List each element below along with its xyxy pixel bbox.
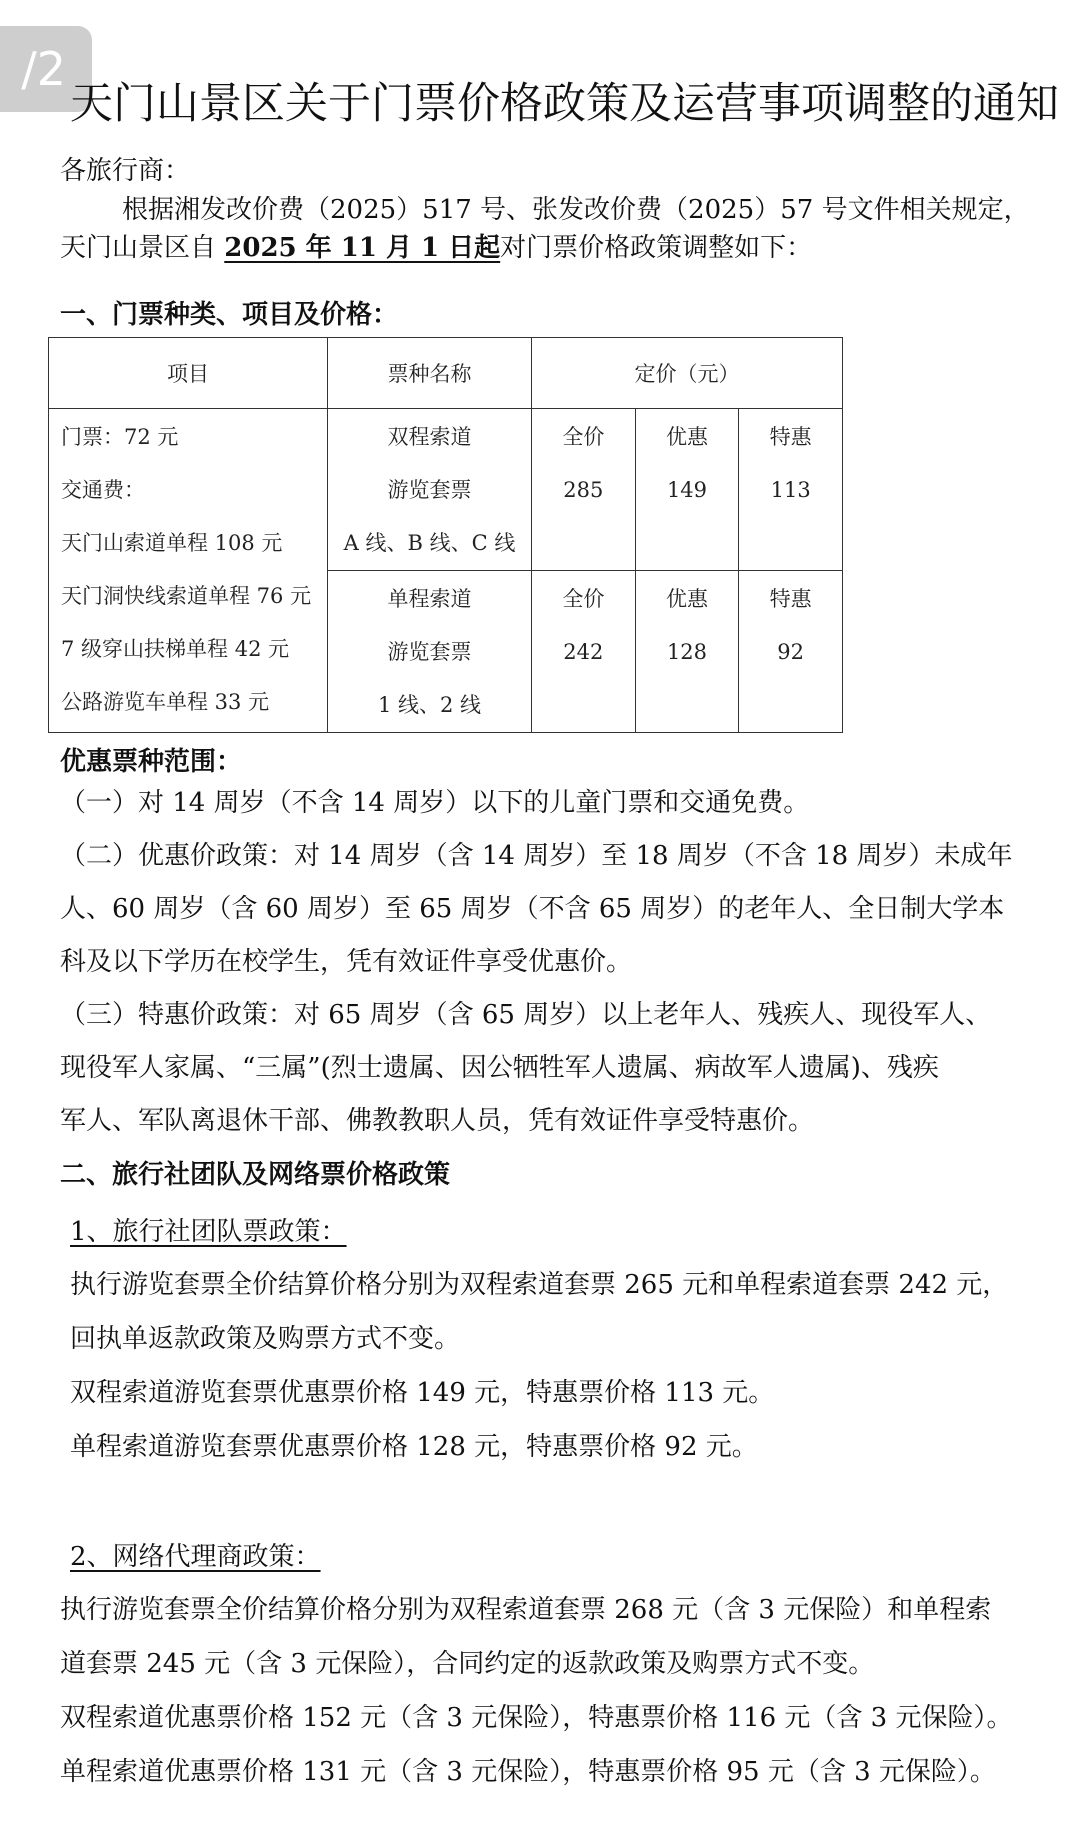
table-header-row — [49, 338, 843, 409]
price-cell-full — [532, 571, 636, 733]
sub-1-line: 双程索道游览套票优惠票价格 149 元，特惠票价格 113 元。 — [70, 1378, 775, 1408]
discount-line: 人、60 周岁（含 60 周岁）至 65 周岁（不含 65 周岁）的老年人、全日制大学本 — [60, 894, 1005, 924]
greeting: 各旅行商： — [60, 156, 191, 186]
discount-line: 现役军人家属、“三属”(烈士遗属、因公牺牲军人遗属、病故军人遗属)、残疾 — [60, 1053, 939, 1083]
sub-2-line: 执行游览套票全价结算价格分别为双程索道套票 268 元（含 3 元保险）和单程索 — [60, 1595, 992, 1625]
section-1-heading: 一、门票种类、项目及价格： — [60, 300, 399, 330]
item-line: 天门山索道单程 108 元 — [61, 531, 283, 555]
ticket-name-cell — [328, 571, 532, 733]
price-value: 285 — [563, 478, 604, 502]
item-line: 公路游览车单程 33 元 — [61, 690, 270, 714]
document-title: 天门山景区关于门票价格政策及运营事项调整的通知 — [70, 79, 1059, 129]
sub-2-line: 双程索道优惠票价格 152 元（含 3 元保险），特惠票价格 116 元（含 3 元保险）。 — [60, 1703, 1013, 1733]
price-label: 全价 — [562, 425, 605, 449]
header-item: 项目 — [49, 338, 328, 409]
intro-prefix: 天门山景区自 — [60, 233, 225, 263]
price-value: 128 — [666, 640, 708, 664]
item-line: 天门洞快线索道单程 76 元 — [61, 584, 312, 608]
ticket-name-line: 游览套票 — [387, 478, 472, 502]
item-list-cell — [49, 409, 328, 733]
price-cell-discount — [635, 571, 739, 733]
price-cell-discount — [635, 409, 739, 571]
header-price: 定价（元） — [532, 338, 843, 409]
price-cell-full — [532, 409, 636, 571]
sub-2-line: 单程索道优惠票价格 131 元（含 3 元保险），特惠票价格 95 元（含 3 元保险）。 — [60, 1757, 996, 1787]
intro-line-1: 根据湘发改价费（2025）517 号、张发改价费（2025）57 号文件相关规定， — [122, 195, 1030, 225]
price-label: 优惠 — [665, 425, 708, 449]
ticket-name-line: A 线、B 线、C 线 — [343, 531, 516, 555]
discount-heading: 优惠票种范围： — [60, 747, 243, 777]
sub-1-heading: 1、旅行社团队票政策： — [70, 1217, 347, 1247]
discount-line: 军人、军队离退休干部、佛教教职人员，凭有效证件享受特惠价。 — [60, 1106, 815, 1136]
item-line: 门票：72 元 — [61, 425, 179, 449]
ticket-name-line: 游览套票 — [387, 640, 472, 664]
intro-line-2 — [60, 231, 812, 265]
discount-line: 科及以下学历在校学生，凭有效证件享受优惠价。 — [60, 947, 633, 977]
price-value: 113 — [770, 478, 811, 502]
price-cell-special — [739, 571, 843, 733]
item-line: 交通费： — [61, 478, 145, 502]
ticket-name-cell — [328, 409, 532, 571]
discount-line: （三）特惠价政策：对 65 周岁（含 65 周岁）以上老年人、残疾人、现役军人、 — [60, 1000, 992, 1030]
price-label: 优惠 — [665, 587, 708, 611]
price-value: 242 — [563, 640, 604, 664]
sub-1-line: 单程索道游览套票优惠票价格 128 元，特惠票价格 92 元。 — [70, 1432, 758, 1462]
price-label: 特惠 — [769, 587, 812, 611]
discount-line: （一）对 14 周岁（不含 14 周岁）以下的儿童门票和交通免费。 — [60, 788, 810, 818]
price-label: 特惠 — [769, 425, 812, 449]
price-value: 149 — [666, 478, 708, 502]
header-ticket-name: 票种名称 — [328, 338, 532, 409]
sub-1-line: 回执单返款政策及购票方式不变。 — [70, 1324, 461, 1354]
ticket-price-table — [48, 337, 843, 733]
price-label: 全价 — [562, 587, 605, 611]
sub-2-line: 道套票 245 元（含 3 元保险），合同约定的返款政策及购票方式不变。 — [60, 1649, 875, 1679]
intro-suffix: 对门票价格政策调整如下： — [500, 233, 813, 263]
sub-1-line: 执行游览套票全价结算价格分别为双程索道套票 265 元和单程索道套票 242 元， — [70, 1270, 1009, 1300]
page-indicator[interactable]: /2 — [0, 26, 92, 112]
table-row — [49, 409, 843, 571]
item-line: 7 级穿山扶梯单程 42 元 — [61, 637, 290, 661]
ticket-name-line: 1 线、2 线 — [377, 693, 482, 717]
section-2-heading: 二、旅行社团队及网络票价格政策 — [60, 1160, 451, 1190]
price-cell-special — [739, 409, 843, 571]
effective-date: 2025 年 11 月 1 日起 — [224, 233, 501, 263]
ticket-name-line: 双程索道 — [387, 425, 472, 449]
ticket-name-line: 单程索道 — [387, 587, 472, 611]
discount-line: （二）优惠价政策：对 14 周岁（含 14 周岁）至 18 周岁（不含 18 周岁）未成年 — [60, 841, 1013, 871]
sub-2-heading: 2、网络代理商政策： — [70, 1542, 321, 1572]
price-value: 92 — [777, 640, 805, 664]
